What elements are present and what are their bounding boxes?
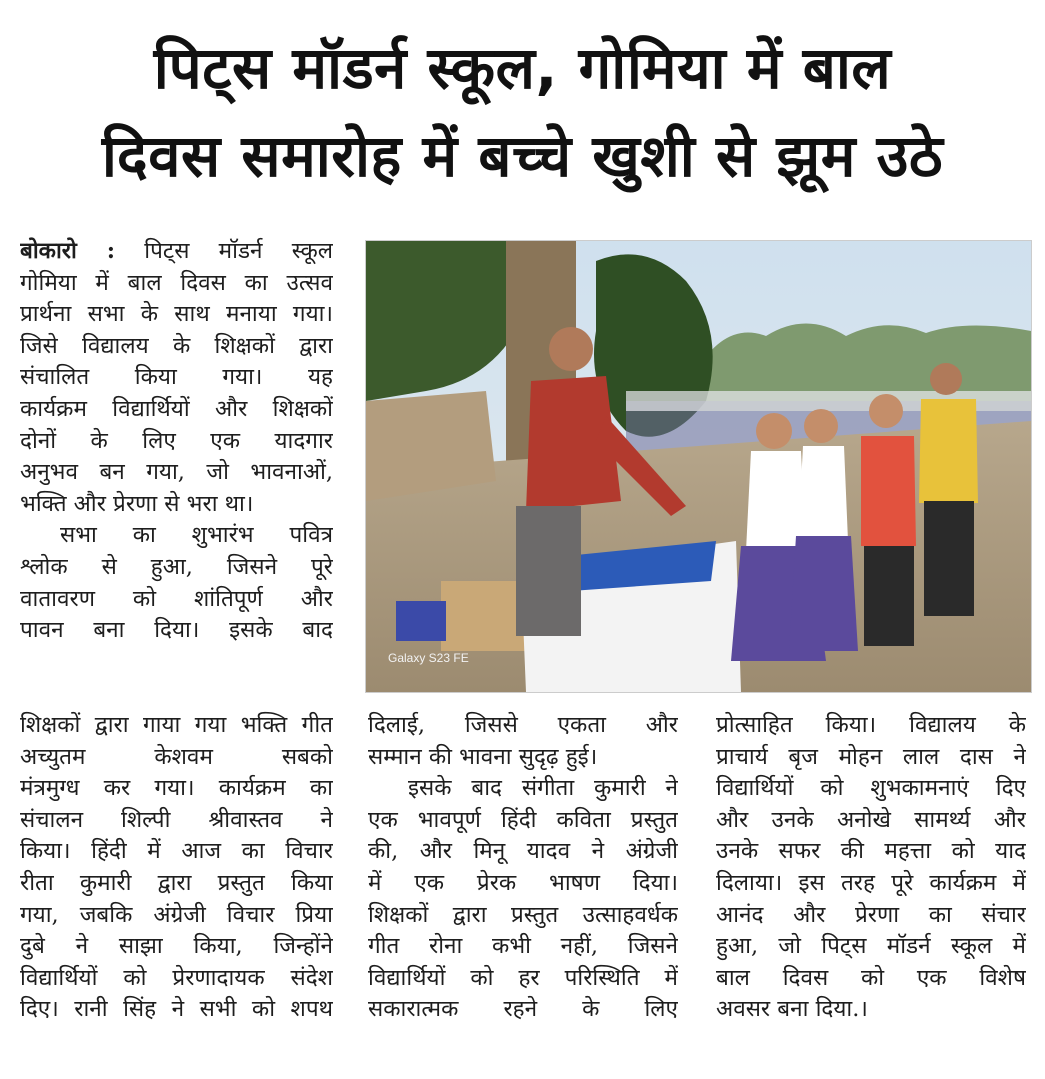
article-column-3 — [716, 710, 1026, 1026]
article-column-1-top — [20, 236, 333, 647]
article-line: उनके सफर की महत्ता को याद — [716, 838, 1026, 865]
article-line: रीता कुमारी द्वारा प्रस्तुत किया — [20, 869, 333, 896]
article-line: प्रार्थना सभा के साथ मनाया गया। — [20, 301, 333, 328]
article-line: दिलाया। इस तरह पूरे कार्यक्रम में — [716, 869, 1026, 896]
article-line: कार्यक्रम विद्यार्थियों और शिक्षकों — [20, 395, 333, 422]
article-line: अच्युतम केशवम सबको — [20, 743, 333, 770]
article-column-1-bottom — [20, 710, 333, 1026]
article-line-text: पिट्स मॉडर्न स्कूल — [115, 238, 333, 264]
article-line: हुआ, जो पिट्स मॉडर्न स्कूल में — [716, 933, 1026, 960]
article-line: शिक्षकों द्वारा प्रस्तुत उत्साहवर्धक — [368, 901, 678, 928]
article-line: बाल दिवस को एक विशेष — [716, 964, 1026, 991]
article-line: किया। हिंदी में आज का विचार — [20, 838, 333, 865]
headline-line-1: पिट्स मॉडर्न स्कूल, गोमिया में बाल — [153, 34, 892, 102]
article-line: संचालित किया गया। यह — [20, 364, 333, 391]
article-line: जिसे विद्यालय के शिक्षकों द्वारा — [20, 332, 333, 359]
article-line: दोनों के लिए एक यादगार — [20, 427, 333, 454]
headline-line-2: दिवस समारोह में बच्चे खुशी से झूम उठे — [101, 122, 944, 190]
article-line: प्राचार्य बृज मोहन लाल दास ने — [716, 743, 1026, 770]
article-line: मंत्रमुग्ध कर गया। कार्यक्रम का — [20, 775, 333, 802]
article-line: शिक्षकों द्वारा गाया गया भक्ति गीत — [20, 712, 333, 738]
article-line: दुबे ने साझा किया, जिन्होंने — [20, 933, 333, 960]
article-line: वातावरण को शांतिपूर्ण और — [20, 585, 333, 612]
article-line: की, और मिनू यादव ने अंग्रेजी — [368, 838, 678, 865]
article-line: विद्यार्थियों को शुभकामनाएं दिए — [716, 775, 1026, 802]
article-line: श्लोक से हुआ, जिसने पूरे — [20, 553, 333, 580]
camera-watermark: Galaxy S23 FE — [388, 651, 469, 665]
article-line: सभा का शुभारंभ पवित्र — [60, 522, 333, 549]
article-line: में एक प्रेरक भाषण दिया। — [368, 869, 678, 896]
article-line: गया, जबकि अंग्रेजी विचार प्रिया — [20, 901, 333, 928]
article-line: अनुभव बन गया, जो भावनाओं, — [20, 459, 333, 486]
article-line: सकारात्मक रहने के लिए — [368, 996, 678, 1023]
article-line: एक भावपूर्ण हिंदी कविता प्रस्तुत — [368, 806, 678, 833]
article-line — [20, 236, 333, 268]
article-line: गोमिया में बाल दिवस का उत्सव — [20, 269, 333, 296]
article-line: और उनके अनोखे सामर्थ्य और — [716, 806, 1026, 833]
article-line: दिए। रानी सिंह ने सभी को शपथ — [20, 996, 333, 1023]
article-line: अवसर बना दिया.। — [716, 996, 868, 1023]
article-line: विद्यार्थियों को हर परिस्थिति में — [368, 964, 678, 991]
article-line: प्रोत्साहित किया। विद्यालय के — [716, 712, 1026, 738]
article-line: सम्मान की भावना सुदृढ़ हुई। — [368, 743, 598, 770]
article-line: विद्यार्थियों को प्रेरणादायक संदेश — [20, 964, 333, 991]
event-photo — [365, 240, 1032, 693]
article-line: दिलाई, जिससे एकता और — [368, 712, 678, 738]
article-line: आनंद और प्रेरणा का संचार — [716, 901, 1026, 928]
article-line: पावन बना दिया। इसके बाद — [20, 617, 333, 644]
article-line: संचालन शिल्पी श्रीवास्तव ने — [20, 806, 333, 833]
article-line: भक्ति और प्रेरणा से भरा था। — [20, 490, 254, 517]
dateline: बोकारो : — [20, 238, 116, 264]
article-line: गीत रोना कभी नहीं, जिसने — [368, 933, 678, 960]
event-photo-illustration — [366, 241, 1031, 692]
article-column-2 — [368, 710, 678, 1026]
article-line: इसके बाद संगीता कुमारी ने — [408, 775, 678, 802]
